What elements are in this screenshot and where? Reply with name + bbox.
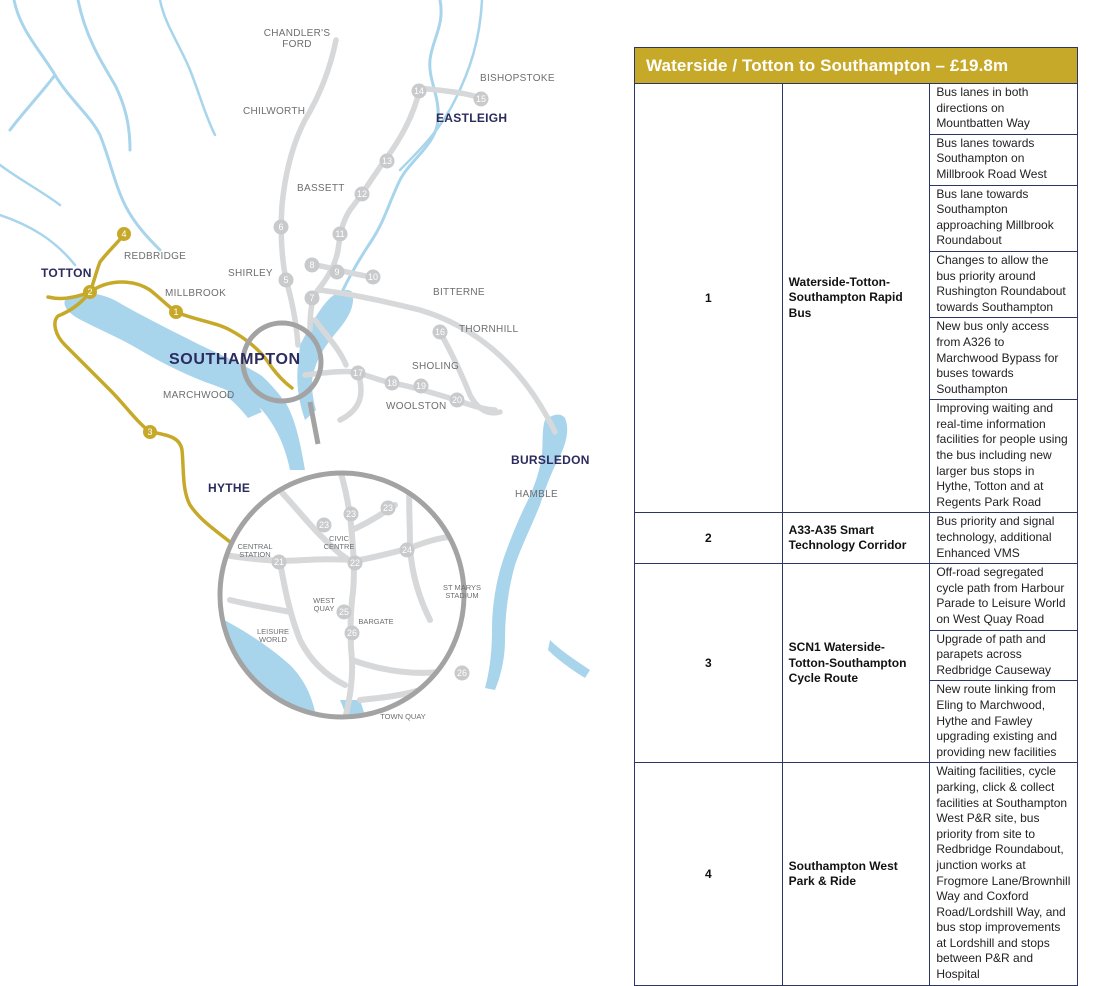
svg-text:25: 25 bbox=[338, 607, 350, 617]
label-woolston: WOOLSTON bbox=[386, 401, 447, 412]
label-chandlers-ford-2: FORD bbox=[282, 39, 312, 50]
svg-text:16: 16 bbox=[434, 327, 446, 337]
label-bishopstoke: BISHOPSTOKE bbox=[480, 73, 555, 84]
road-network bbox=[281, 40, 555, 432]
svg-text:21: 21 bbox=[273, 557, 285, 567]
label-hythe: HYTHE bbox=[208, 481, 251, 495]
scheme-item: Bus lanes in both directions on Mountbatten Way bbox=[930, 84, 1078, 135]
svg-text:10: 10 bbox=[367, 272, 379, 282]
label-bargate: BARGATE bbox=[358, 617, 394, 626]
junction-node-14 bbox=[412, 84, 427, 99]
svg-text:4: 4 bbox=[121, 229, 127, 239]
junction-node-5 bbox=[279, 273, 294, 288]
label-leisure-world: LEISURE bbox=[256, 627, 290, 636]
label-bitterne: BITTERNE bbox=[433, 287, 485, 298]
junction-node-26b bbox=[455, 666, 470, 681]
label-west-quay: WEST bbox=[313, 596, 335, 605]
zoom-inset bbox=[200, 465, 512, 740]
junction-node-23b bbox=[344, 507, 359, 522]
label-southampton: SOUTHAMPTON bbox=[169, 351, 301, 368]
svg-text:13: 13 bbox=[381, 156, 393, 166]
scheme-item: Off-road segregated cycle path from Harbour Parade to Leisure World on West Quay Road bbox=[930, 564, 1078, 630]
label-hamble: HAMBLE bbox=[515, 489, 558, 500]
label-st-marys-2: STADIUM bbox=[445, 591, 479, 600]
scheme-name: SCN1 Waterside-Totton-Southampton Cycle Route bbox=[782, 564, 930, 763]
scheme-item: Waiting facilities, cycle parking, click & collect facilities at Southampton West P&R site, bus priority from site to Redbridge Roundabout, junction works at Frogmore Lane/Brownhill Way and Coxford Road/Lordshill Way, and bus stop improvements at Lordshill and stops between P&R and Hospital bbox=[930, 763, 1078, 985]
table-row bbox=[635, 513, 1078, 564]
svg-text:14: 14 bbox=[413, 86, 425, 96]
label-thornhill: THORNHILL bbox=[459, 324, 519, 335]
svg-text:12: 12 bbox=[356, 189, 368, 199]
table-row bbox=[635, 763, 1078, 985]
scheme-number: 2 bbox=[635, 513, 783, 564]
scheme-item: New route linking from Eling to Marchwood, Hythe and Fawley upgrading existing and providing new facilities bbox=[930, 681, 1078, 763]
junction-node-26a bbox=[345, 626, 360, 641]
label-st-marys: ST MARYS bbox=[442, 583, 482, 592]
svg-text:20: 20 bbox=[451, 395, 463, 405]
junction-node-12 bbox=[355, 187, 370, 202]
label-bassett: BASSETT bbox=[297, 183, 345, 194]
svg-text:26: 26 bbox=[346, 628, 358, 638]
label-civic-centre: CIVIC bbox=[328, 534, 350, 543]
scheme-item: New bus only access from A326 to Marchwood Bypass for buses towards Southampton bbox=[930, 318, 1078, 400]
scheme-name: Southampton West Park & Ride bbox=[782, 763, 930, 985]
scheme-item: Bus priority and signal technology, additional Enhanced VMS bbox=[930, 513, 1078, 564]
junction-node-21 bbox=[272, 555, 287, 570]
table-row bbox=[635, 84, 1078, 135]
svg-text:1: 1 bbox=[173, 307, 179, 317]
junction-node-7 bbox=[305, 291, 320, 306]
table-row bbox=[635, 564, 1078, 630]
label-shirley: SHIRLEY bbox=[228, 268, 273, 279]
scheme-node-1 bbox=[169, 305, 183, 319]
scheme-item: Improving waiting and real-time information facilities for people using the bus including new larger bus stops in Hythe, Totton and at Regents Park Road bbox=[930, 400, 1078, 513]
scheme-item: Bus lane towards Southampton approaching Millbrook Roundabout bbox=[930, 185, 1078, 251]
label-totton: TOTTON bbox=[41, 266, 92, 280]
scheme-table bbox=[634, 47, 1078, 986]
svg-text:15: 15 bbox=[475, 94, 487, 104]
junction-node-11 bbox=[333, 227, 348, 242]
scheme-number: 3 bbox=[635, 564, 783, 763]
junction-node-6 bbox=[274, 220, 289, 235]
scheme-name: A33-A35 Smart Technology Corridor bbox=[782, 513, 930, 564]
junction-node-9 bbox=[330, 265, 345, 280]
label-sholing: SHOLING bbox=[412, 361, 460, 372]
label-marchwood: MARCHWOOD bbox=[163, 390, 235, 401]
label-redbridge: REDBRIDGE bbox=[124, 251, 187, 262]
junction-node-10 bbox=[366, 270, 381, 285]
junction-node-22 bbox=[348, 556, 363, 571]
label-town-quay: TOWN QUAY bbox=[380, 712, 426, 721]
label-chilworth: CHILWORTH bbox=[243, 106, 306, 117]
label-chandlers-ford: CHANDLER'S bbox=[263, 28, 331, 39]
svg-text:7: 7 bbox=[309, 293, 315, 303]
table-header-row bbox=[635, 48, 1078, 84]
scheme-node-3 bbox=[143, 425, 157, 439]
junction-node-8 bbox=[305, 258, 320, 273]
svg-text:17: 17 bbox=[352, 368, 364, 378]
route-map bbox=[0, 0, 620, 783]
svg-text:2: 2 bbox=[87, 287, 93, 297]
scheme-item: Bus lanes towards Southampton on Millbrook Road West bbox=[930, 134, 1078, 185]
svg-text:8: 8 bbox=[309, 260, 315, 270]
label-central-station-2: STATION bbox=[239, 550, 271, 559]
junction-node-20 bbox=[450, 393, 465, 408]
label-eastleigh: EASTLEIGH bbox=[436, 111, 508, 125]
junction-node-23a bbox=[317, 518, 332, 533]
svg-text:22: 22 bbox=[349, 558, 361, 568]
svg-text:18: 18 bbox=[386, 378, 398, 388]
table-title: Waterside / Totton to Southampton – £19.8m bbox=[635, 48, 1078, 84]
svg-text:6: 6 bbox=[278, 222, 284, 232]
svg-text:26: 26 bbox=[456, 668, 468, 678]
svg-text:23: 23 bbox=[382, 503, 394, 513]
svg-text:23: 23 bbox=[345, 509, 357, 519]
water-rivers bbox=[0, 0, 482, 292]
scheme-item: Changes to allow the bus priority around Rushington Roundabout towards Southampton bbox=[930, 251, 1078, 317]
label-millbrook: MILLBROOK bbox=[165, 288, 227, 299]
label-civic-centre-2: CENTRE bbox=[323, 542, 355, 551]
svg-text:11: 11 bbox=[335, 229, 345, 239]
junction-node-16 bbox=[433, 325, 448, 340]
junction-node-13 bbox=[380, 154, 395, 169]
scheme-number: 4 bbox=[635, 763, 783, 985]
svg-text:19: 19 bbox=[415, 381, 427, 391]
svg-text:9: 9 bbox=[334, 267, 340, 277]
scheme-item: Upgrade of path and parapets across Redbridge Causeway bbox=[930, 630, 1078, 681]
junction-node-23c bbox=[381, 501, 396, 516]
scheme-number: 1 bbox=[635, 84, 783, 513]
scheme-node-2 bbox=[83, 285, 97, 299]
label-west-quay-2: QUAY bbox=[313, 604, 335, 613]
label-central-station: CENTRAL bbox=[237, 542, 273, 551]
junction-node-25 bbox=[337, 605, 352, 620]
svg-text:23: 23 bbox=[318, 520, 330, 530]
junction-node-24 bbox=[400, 543, 415, 558]
svg-text:24: 24 bbox=[401, 545, 413, 555]
svg-text:5: 5 bbox=[283, 275, 289, 285]
junction-node-15 bbox=[474, 92, 489, 107]
label-leisure-world-2: WORLD bbox=[259, 635, 287, 644]
scheme-name: Waterside-Totton-Southampton Rapid Bus bbox=[782, 84, 930, 513]
label-bursledon: BURSLEDON bbox=[511, 453, 590, 467]
junction-node-18 bbox=[385, 376, 400, 391]
junction-node-19 bbox=[414, 379, 429, 394]
junction-node-17 bbox=[351, 366, 366, 381]
svg-text:3: 3 bbox=[147, 427, 153, 437]
scheme-node-4 bbox=[117, 227, 131, 241]
